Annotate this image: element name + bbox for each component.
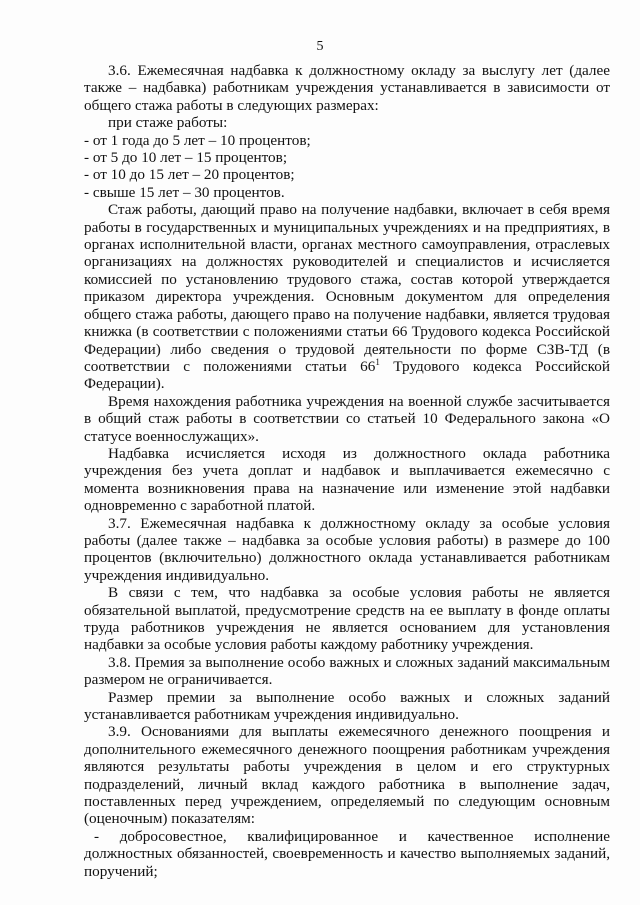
paragraph-military-service: Время нахождения работника учреждения на военной службе засчитывается в общий стаж работы в соответствии со статьей 10 Федерального закона «О статусе военнослужащих». bbox=[84, 392, 610, 445]
list-item: - от 5 до 10 лет – 15 процентов; bbox=[84, 149, 288, 167]
list-item: - от 10 до 15 лет – 20 процентов; bbox=[84, 166, 295, 184]
paragraph-3-7: 3.7. Ежемесячная надбавка к должностному окладу за особые условия работы (далее также – надбавка за особые условия работы) в размере до 100 процентов (включительно) должностного оклада устанавливается работникам учреждения индивидуально. bbox=[84, 514, 610, 584]
list-item: - от 1 года до 5 лет – 10 процентов; bbox=[84, 131, 311, 149]
paragraph-experience-text: Стаж работы, дающий право на получение надбавки, включает в себя время работы в государственных и муниципальных учреждениях и на предприятиях, в органах исполнительной власти, органах местного самоуправления, отраслевых организациях на должностях руководителей и специалистов и исчисляется комиссией по установлению трудового стажа, состав которой утверждается приказом директора учреждения. Основным документом для определения общего стажа работы, дающего право на получение надбавки, является трудовая книжка (в соответствии с положениями статьи 66 Трудового кодекса Российской Федерации) либо сведения о трудовой деятельности по форме СЗВ-ТД (в соответствии с положениями статьи 66 bbox=[84, 201, 610, 375]
page-number: 5 bbox=[316, 39, 324, 54]
article-superscript: 1 bbox=[375, 356, 380, 367]
paragraph-experience bbox=[84, 201, 610, 392]
paragraph-special-conditions: В связи с тем, что надбавка за особые условия работы не является обязательной выплатой, предусмотрение средств на ее выплату в фонде оплаты труда работников учреждения не является основанием для установления надбавки за особые условия работы каждому работнику учреждения. bbox=[84, 584, 610, 654]
paragraph-3-9: 3.9. Основаниями для выплаты ежемесячного денежного поощрения и дополнительного ежемесячного денежного поощрения работникам учреждения являются результаты работы учреждения в целом и его структурных подразделений, личный вклад каждого работника в выполнение задач, поставленных перед учреждением, определяемый по следующим основным (оценочным) показателям: bbox=[84, 723, 610, 828]
paragraph-criteria-item: - добросовестное, квалифицированное и качественное исполнение должностных обязанностей, своевременность и качество выполняемых заданий, поручений; bbox=[84, 827, 610, 880]
list-item: - свыше 15 лет – 30 процентов. bbox=[84, 183, 285, 201]
paragraph-calculation: Надбавка исчисляется исходя из должностного оклада работника учреждения без учета доплат и надбавок и выплачивается ежемесячно с момента возникновения права на назначение или изменение этой надбавки одновременно с заработной платой. bbox=[84, 444, 610, 515]
paragraph-bonus-size: Размер премии за выполнение особо важных и сложных заданий устанавливается работникам учреждения индивидуально. bbox=[84, 688, 610, 724]
paragraph-3-6: 3.6. Ежемесячная надбавка к должностному окладу за выслугу лет (далее также – надбавка) работникам учреждения устанавливается в зависимости от общего стажа работы в следующих размерах: bbox=[84, 62, 610, 114]
experience-intro: при стаже работы: bbox=[108, 114, 228, 132]
paragraph-experience-tail: Трудового кодекса Российской Федерации). bbox=[84, 357, 610, 393]
paragraph-3-8: 3.8. Премия за выполнение особо важных и сложных заданий максимальным размером не ограничивается. bbox=[84, 653, 610, 689]
document-body bbox=[84, 62, 610, 880]
